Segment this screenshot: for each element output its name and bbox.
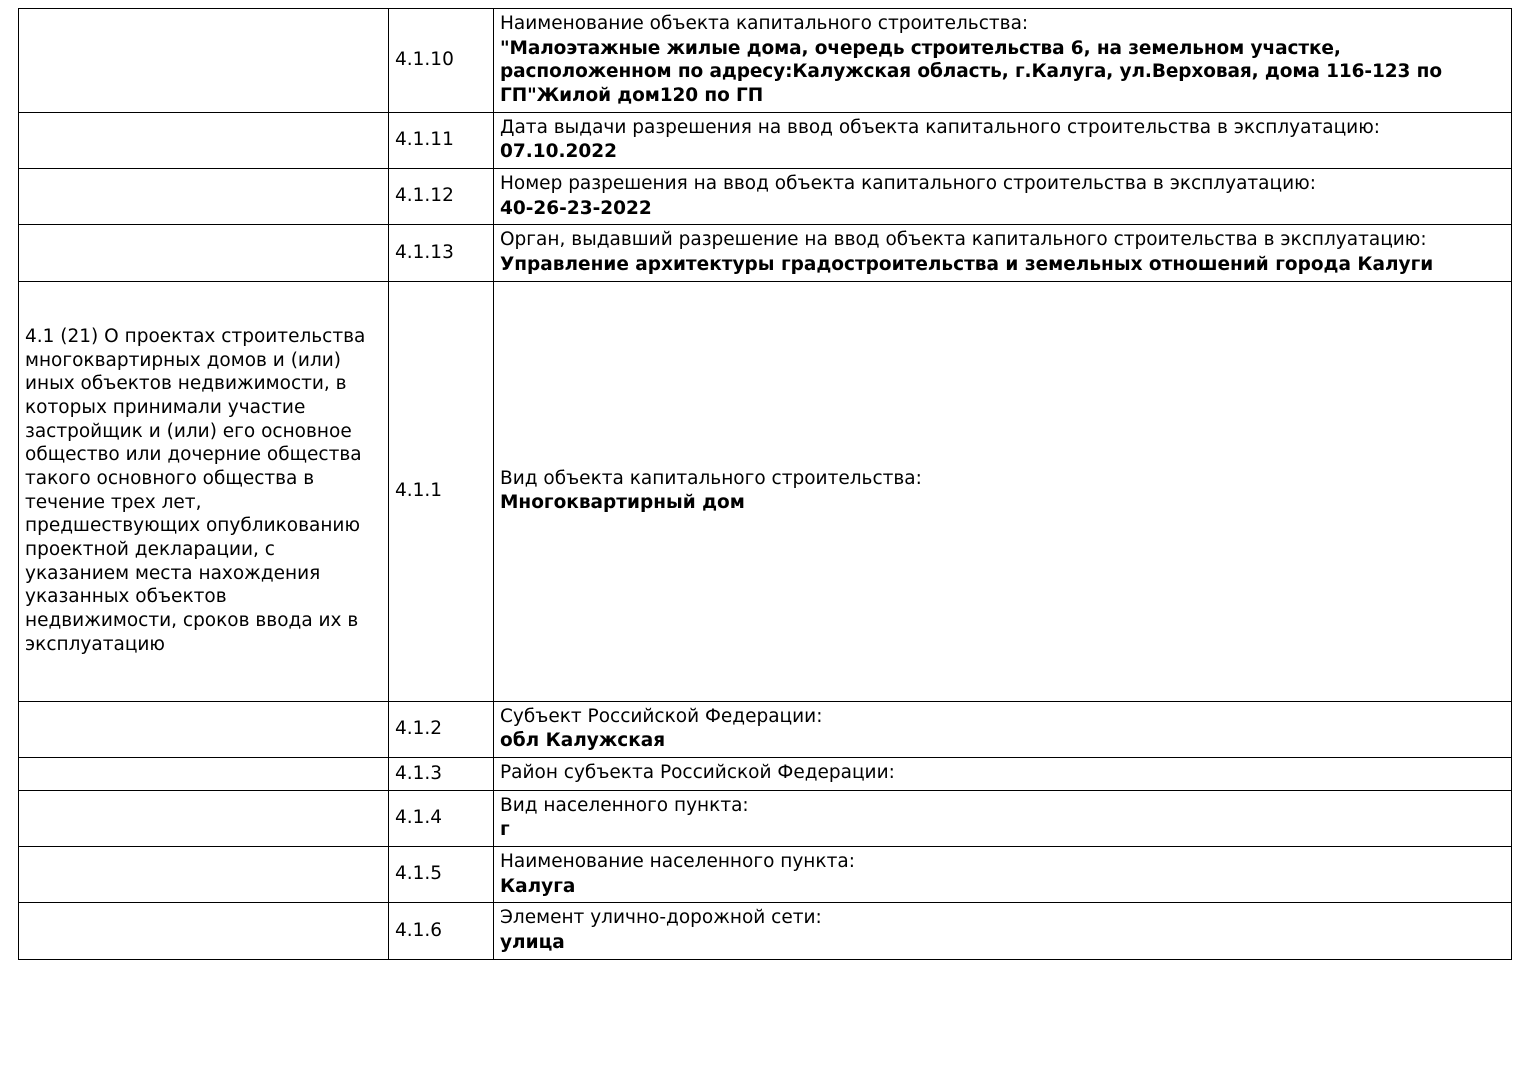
row-value: 40-26-23-2022: [500, 197, 652, 219]
row-content: [494, 790, 1512, 846]
row-code: 4.1.5: [389, 847, 494, 903]
row-label: Номер разрешения на ввод объекта капитального строительства в эксплуатацию:: [500, 173, 1316, 195]
row-label: Элемент улично-дорожной сети:: [500, 907, 822, 929]
section-cell: [19, 758, 389, 791]
table-row: [19, 281, 1512, 701]
row-label: Наименование населенного пункта:: [500, 851, 855, 873]
table-row: [19, 758, 1512, 791]
row-label: Орган, выдавший разрешение на ввод объекта капитального строительства в эксплуатацию:: [500, 229, 1427, 251]
row-content: [494, 225, 1512, 281]
row-value: г: [500, 819, 510, 841]
section-cell: [19, 112, 389, 168]
section-cell: [19, 903, 389, 959]
row-content: [494, 758, 1512, 791]
row-label: Вид объекта капитального строительства:: [500, 467, 922, 489]
table-row: [19, 225, 1512, 281]
section-cell: [19, 9, 389, 113]
table-row: [19, 903, 1512, 959]
row-value: Многоквартирный дом: [500, 492, 745, 514]
row-content: [494, 169, 1512, 225]
row-label: Дата выдачи разрешения на ввод объекта капитального строительства в эксплуатацию:: [500, 116, 1381, 138]
row-content: [494, 112, 1512, 168]
row-content: [494, 701, 1512, 757]
section-cell: [19, 225, 389, 281]
row-value: 07.10.2022: [500, 141, 618, 163]
row-value: Калуга: [500, 875, 576, 897]
section-cell: [19, 790, 389, 846]
section-title: 4.1 (21) О проектах строительства многоквартирных домов и (или) иных объектов недвижимости, в которых принимали участие застройщик и (или) его основное общество или дочерние общества такого основного общества в течение трех лет, предшествующих опубликованию проектной декларации, с указанием места нахождения указанных объектов недвижимости, сроков ввода их в эксплуатацию: [19, 281, 389, 701]
row-code: 4.1.3: [389, 758, 494, 791]
row-content: [494, 847, 1512, 903]
row-code: 4.1.10: [389, 9, 494, 113]
row-code: 4.1.2: [389, 701, 494, 757]
section-cell: [19, 701, 389, 757]
table-row: [19, 790, 1512, 846]
row-label: Субъект Российской Федерации:: [500, 705, 823, 727]
row-value: улица: [500, 932, 565, 954]
row-content: [494, 9, 1512, 113]
row-content: [494, 281, 1512, 701]
section-cell: [19, 847, 389, 903]
row-content: [494, 903, 1512, 959]
table-row: [19, 701, 1512, 757]
declaration-table: [18, 8, 1512, 960]
row-label: Вид населенного пункта:: [500, 794, 749, 816]
row-code: 4.1.6: [389, 903, 494, 959]
table-row: [19, 847, 1512, 903]
table-row: [19, 112, 1512, 168]
row-label: Район субъекта Российской Федерации:: [500, 762, 895, 784]
row-value: "Малоэтажные жилые дома, очередь строительства 6, на земельном участке, расположенном по адресу:Калужская область, г.Калуга, ул.Верховая, дома 116-123 по ГП"Жилой дом120 по ГП: [500, 37, 1442, 107]
row-code: 4.1.11: [389, 112, 494, 168]
row-code: 4.1.1: [389, 281, 494, 701]
row-value: Управление архитектуры градостроительства и земельных отношений города Калуги: [500, 254, 1434, 276]
row-code: 4.1.13: [389, 225, 494, 281]
row-code: 4.1.12: [389, 169, 494, 225]
section-cell: [19, 169, 389, 225]
table-row: [19, 169, 1512, 225]
table-row: [19, 9, 1512, 113]
row-code: 4.1.4: [389, 790, 494, 846]
row-label: Наименование объекта капитального строительства:: [500, 13, 1029, 34]
row-value: обл Калужская: [500, 730, 666, 752]
